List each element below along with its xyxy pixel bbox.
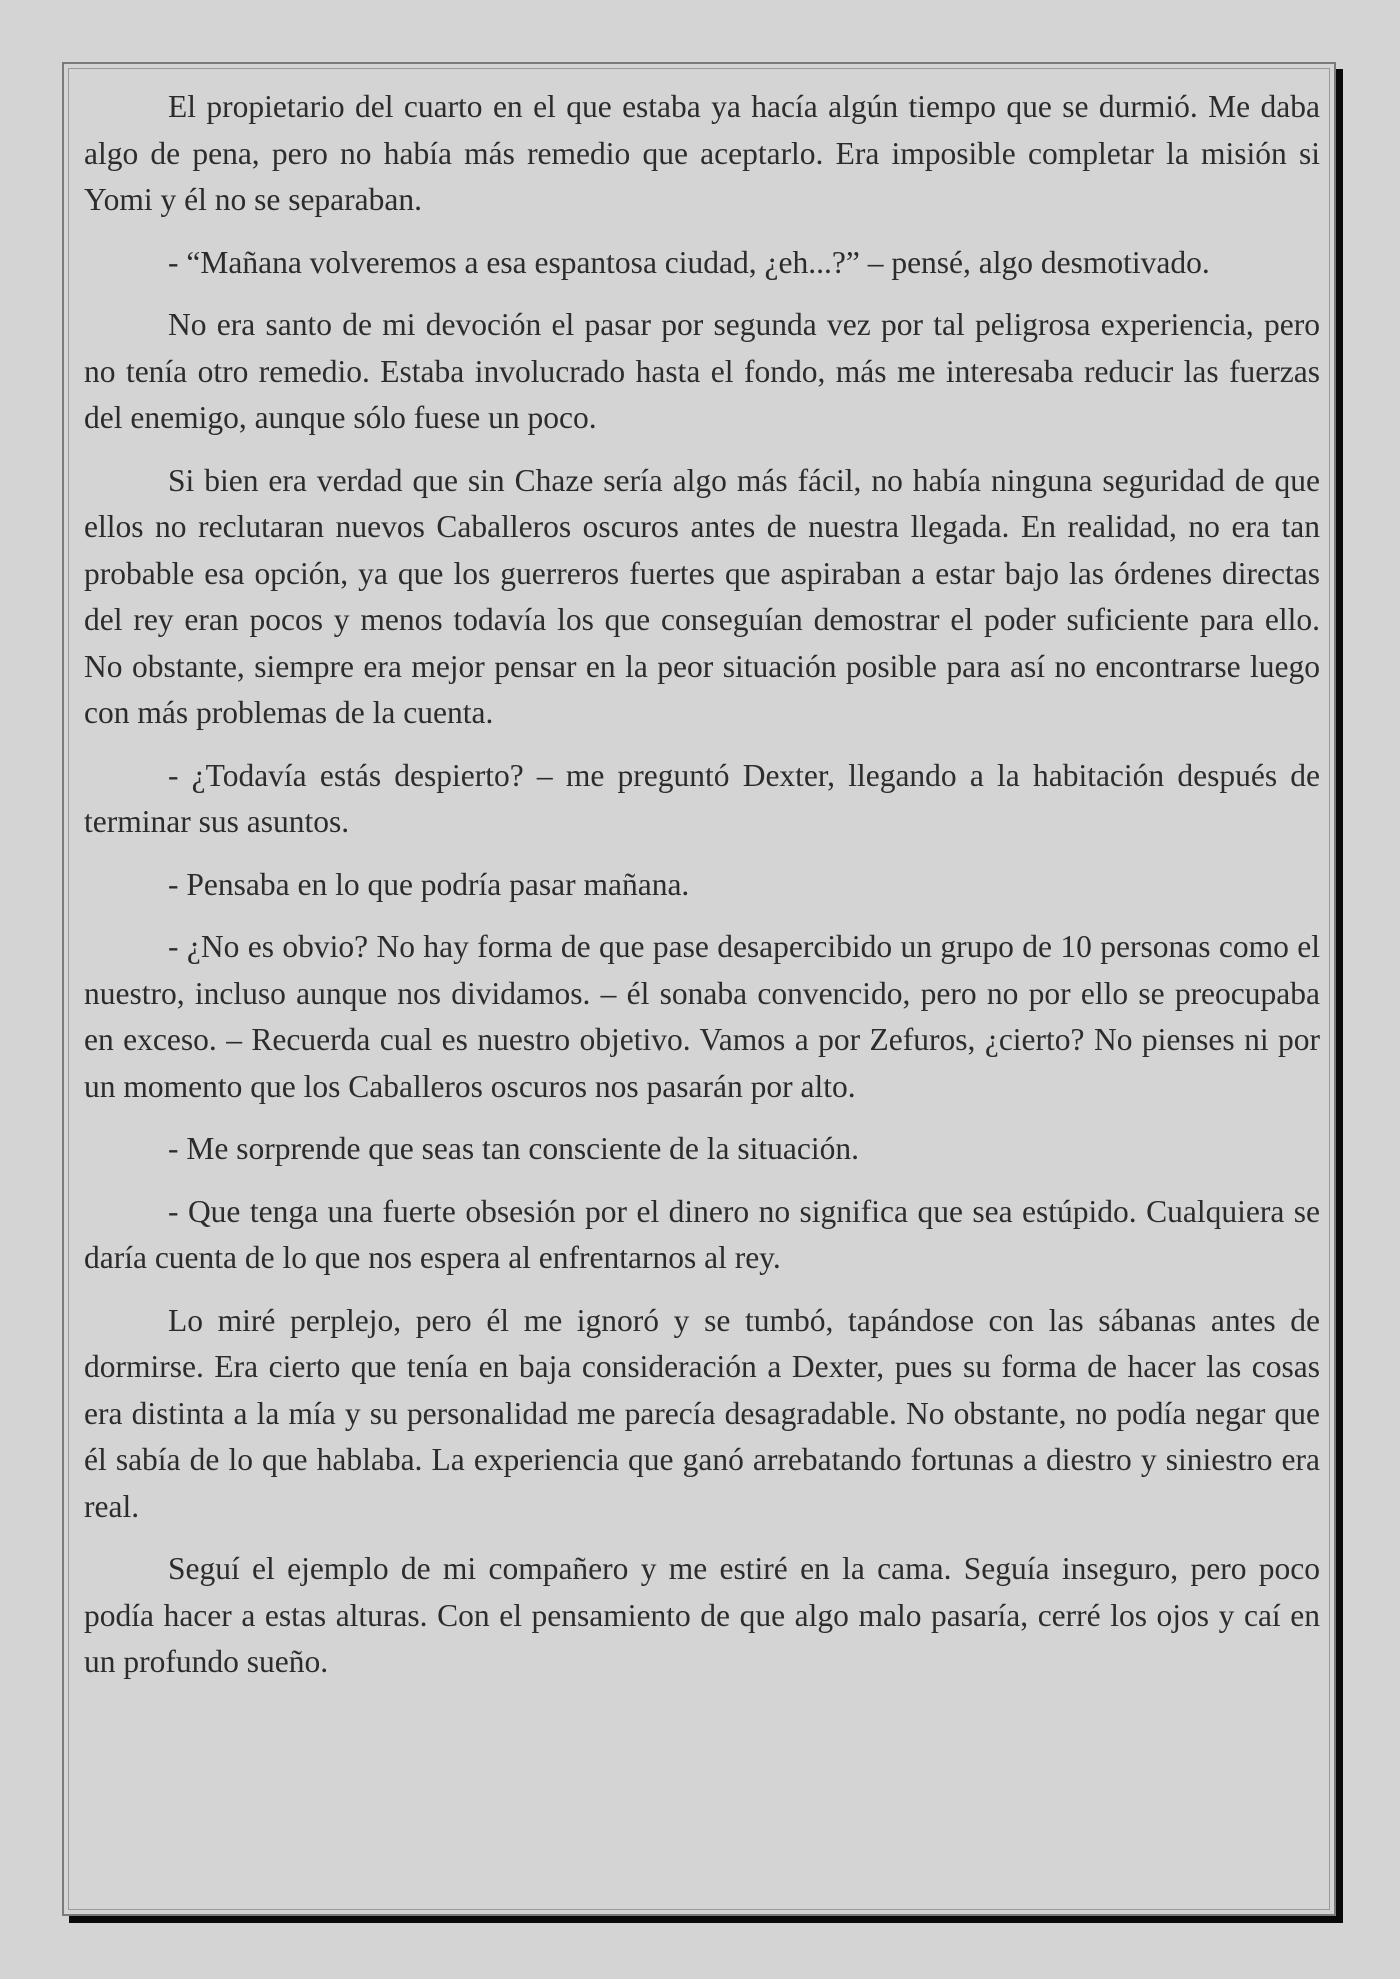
paragraph: - Que tenga una fuerte obsesión por el dinero no significa que sea estúpido. Cualquiera se daría cuenta de lo que nos espera al enfrentarnos al rey. (84, 1193, 1320, 1275)
paragraph: El propietario del cuarto en el que estaba ya hacía algún tiempo que se durmió. Me daba algo de pena, pero no había más remedio que aceptarlo. Era imposible completar la misión si Yomi y él no se separaban. (84, 89, 1320, 217)
paragraph: - “Mañana volveremos a esa espantosa ciudad, ¿eh...?” – pensé, algo desmotivado. (168, 244, 1210, 280)
paragraph: No era santo de mi devoción el pasar por segunda vez por tal peligrosa experiencia, pero no tenía otro remedio. Estaba involucrado hasta el fondo, más me interesaba reducir las fuerzas del enemigo, aunque sólo fuese un poco. (84, 307, 1320, 435)
paragraph: Si bien era verdad que sin Chaze sería algo más fácil, no había ninguna seguridad de que ellos no reclutaran nuevos Caballeros oscuros antes de nuestra llegada. En realidad, no era tan probable esa opción, ya que los guerreros fuertes que aspiraban a estar bajo las órdenes directas del rey eran pocos y menos todavía los que conseguían demostrar el poder suficiente para ello. No obstante, siempre era mejor pensar en la peor situación posible para así no encontrarse luego con más problemas de la cuenta. (84, 462, 1320, 730)
paragraph: - ¿No es obvio? No hay forma de que pase desapercibido un grupo de 10 personas como el nuestro, incluso aunque nos dividamos. – él sonaba convencido, pero no por ello se preocupaba en exceso. – Recuerda cual es nuestro objetivo. Vamos a por Zefuros, ¿cierto? No pienses ni por un momento que los Caballeros oscuros nos pasarán por alto. (84, 929, 1320, 1104)
paragraph: Seguí el ejemplo de mi compañero y me estiré en la cama. Seguía inseguro, pero poco podía hacer a estas alturas. Con el pensamiento de que algo malo pasaría, cerré los ojos y caí en un profundo sueño. (84, 1551, 1320, 1679)
document-body (84, 84, 1320, 1702)
paragraph: - ¿Todavía estás despierto? – me preguntó Dexter, llegando a la habitación después de terminar sus asuntos. (84, 757, 1320, 839)
paragraph: - Me sorprende que seas tan consciente de la situación. (168, 1131, 860, 1166)
paragraph: Lo miré perplejo, pero él me ignoró y se tumbó, tapándose con las sábanas antes de dormirse. Era cierto que tenía en baja consideración a Dexter, pues su forma de hacer las cosas era distinta a la mía y su personalidad me parecía desagradable. No obstante, no podía negar que él sabía de lo que hablaba. La experiencia que ganó arrebatando fortunas a diestro y siniestro era real. (84, 1302, 1320, 1524)
paragraph: - Pensaba en lo que podría pasar mañana. (168, 866, 690, 902)
